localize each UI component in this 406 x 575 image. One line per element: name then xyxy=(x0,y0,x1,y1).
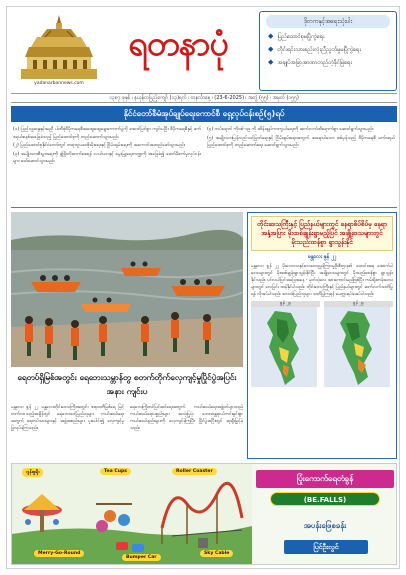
boat-story-column: မန္တလေး ဇွန် ၂၂ မန္တလေးတိုင်းဒေသကြီးအတွင်း ဧရာဝတီမြစ်ရေ မြင့်တက်လာသည့်အချိန်တွင် ရေဘေးသင့်ပြည်သူများ ကယ်ဆယ်ရေးအတွက် ရေတပ်သားများနှင့် အဖွဲ့အစည်းများ ပူးပေါင်း၍ လှေကျင့်မှု ပြုလုပ်ခဲ့ကြသည်။ xyxy=(11,405,124,431)
ad-label-tag: ဂျန်းစ္စရိုး xyxy=(22,468,43,477)
ad-label-tea-cups: Tea Cups xyxy=(100,468,131,475)
weather-byline: မန္တလေး ဇွန် ၂၂ xyxy=(307,254,337,260)
weather-story xyxy=(247,212,397,459)
forecast-map xyxy=(324,301,393,391)
lead-paragraph: (၄) ကပ်ရောဂါ ကိုဗစ်-၁၉ ကို ထိန်းချုပ်ကာကွယ်ရေးကို ဆက်လက်ထိရောက်စွာ ဆောင်ရွက်သွားမည်။ xyxy=(207,127,374,132)
rain-map-image xyxy=(324,307,390,387)
slogan-item xyxy=(268,32,390,41)
pagoda-logo-icon xyxy=(21,13,97,79)
lead-paragraph: (၃) အမျိုးသားစီးပွားရေးကို ဖွံ့ဖြိုးတိုးတက်စေရန် လယ်ယာနှင့် မွေးမြူရေးကဏ္ဍကို အခြေခံ၍ ခေတ်မီစက်မှုလုပ်ငန်းများ ဖော်ဆောင်သွားမည်။ xyxy=(13,151,201,165)
boat-story-column: ရေဘေးကြိုတင်ပြင်ဆင်ရေးအတွက် ကယ်ဆယ်ရေးအဖွဲ့ဝင်များသည် ကယ်ဆယ်ရေးပစ္စည်းများ အသုံးပြုပုံ၊ ဘေးအန္တရာယ်ကင်းရှင်းစွာ ကယ်ဆယ်နည်းများကို လေ့ကျင့်ခဲ့ကြပြီး ပြိုင်ပွဲအပြီးတွင် ဆုချီးမြှင့်ခဲ့သည်။ xyxy=(130,405,243,431)
rain-map-image xyxy=(251,307,317,387)
diamond-bullet-icon: ◆ xyxy=(268,58,274,66)
slogan-item-text: ပြည်ထောင်စုမပြိုကွဲရေး xyxy=(277,34,325,40)
boat-story-headline: ရေတပ်ရှိမြစ်အတွင်း ရေဘေးသမ္ဘာန်တွ စတက်တိုက်လှေကျင့်မှုပြိုင်ပွဲအပြင်းအနား ကျင်းပ xyxy=(17,372,237,396)
lead-paragraph: (၁) ပြည်သူ့ဆန္ဒနှင့်အညီ ပါတီစုံဒီမိုကရေစီအထွေထွေရွေးကောက်ပွဲကို အောင်မြင်စွာ ကျင်းပပြီး ဒီမိုကရေစီနှင့် ဖက်ဒရယ်စနစ်အခြေခံသည့် ပြည်ထောင်စုကို တည်ဆောက်သွားမည်။ xyxy=(13,127,201,140)
ad-location: ပြင်ဦးလွင် xyxy=(284,540,368,554)
ad-label-roller-coaster: Roller Coaster xyxy=(172,468,217,475)
slogan-box xyxy=(259,11,397,91)
forecast-map-label: ဇွန် ၂၄ xyxy=(324,301,393,307)
ad-tagline: အပန်းဖြေစခန်း xyxy=(303,521,347,530)
masthead xyxy=(11,11,397,91)
weather-body: မန္တလေး ဇွန် ၂၂ မိုးလေဝသနှင့်ဇလဗေဒညွှန်ကြားမှုဦးစီးဌာန၏ သတင်းအရ အောက်ပါ ဒေသများတွင် မိုးထစ်ချုန်းရွာသွန်းနိုင်ပြီး အချို့ဒေသများတွင် မိုးသည်းထန်စွာ ရွာသွန်းနိုင်သည်။ ပင်လယ်ပြင်အခြေအနေ - မုတ်သုံလေ အားကောင်းမည်ဖြစ်ပြီး ကမ်းရိုးတန်းဒေသများတွင် လေပြင်း ထန်နိုင်ပါသည်။ တိုင်းဒေသကြီးနှင့် ပြည်နယ်များတွင် ဆက်လက်သတိပြုရန် လိုအပ်ပါသည်။ ဒေသခံပြည်သူများ သတိပြုကြရန် မေတ္တာရပ်ခံအပ်ပါသည်။ xyxy=(251,264,393,297)
weather-headline: တိုင်းဒေသကြီးနှင့် ပြည်နယ်များတွင် နေရာစိပ်စိပ်မှ နေရာအနှံ့အပြား မိုးထစ်ချုန်းရွာမည့်ပြင် အချို့ဒေသများတွင် မိုးသည်းထန်စွာ ရွာသွန်းနိုင် xyxy=(251,216,393,251)
slogan-heading: ဒိုတကနှင့်အရေးသုံးပါး xyxy=(266,15,390,28)
amusement-park-ad xyxy=(11,463,397,565)
ad-label-bumper-car: Bumper Car xyxy=(122,554,161,561)
ad-label-sky-cable: Sky Cable xyxy=(200,550,233,557)
forecast-maps xyxy=(251,301,393,391)
ad-label-merry-go-round: Merry-Go-Round xyxy=(34,550,84,557)
diamond-bullet-icon: ◆ xyxy=(268,32,274,40)
rescue-boats-photo xyxy=(11,212,243,367)
lead-article xyxy=(11,124,397,208)
slogan-item xyxy=(268,45,390,54)
newspaper-page xyxy=(6,6,400,569)
lead-article-right-column xyxy=(207,126,395,151)
forecast-map-label: ဇွန် ၂၃ xyxy=(251,301,320,307)
lead-article-left-column xyxy=(13,126,201,167)
newspaper-title: ရတနာပုံ xyxy=(128,24,228,64)
lead-headline: နိုင်ငံတော်စီမံအုပ်ချုပ်ရေးကောင်စီ ရှေ့လုပ်ငန်းစဉ်(၅)ရပ် xyxy=(11,106,397,122)
dateline: ၁၃၈၇ ခုနှစ် ၊ နယုန်လပြည့်ကျော် (၁၃)ရက် ၊ တနင်္လာနေ့ ၊ (23-6-2025) ၊ အတွဲ (၅၅) ၊ အမှတ် (၁၅၅) xyxy=(11,93,397,103)
diamond-bullet-icon: ◆ xyxy=(268,45,274,53)
slogan-item-text: အချုပ်အခြာအာဏာတည်တံ့ခိုင်မြဲရေး xyxy=(277,60,352,66)
ad-subtitle: (BE.FALLS) xyxy=(270,492,380,506)
lead-paragraph: (၂) ပြည်ထောင်စုနိုင်ငံတော်တွင် တရားဥပဒေစိုးမိုးရေးနှင့် ငြိမ်းချမ်းရေးကို အကောင်အထည်ဖော်သွားမည်။ xyxy=(13,143,186,149)
lead-paragraph: (၅) အမျိုးသားပြန်လည်သင့်မြတ်ရေးနှင့် ငြိမ်းချမ်းရေးအတွက် အရေးပါသော စစ်မှန်သည့် ဒီမိုကရေစီ ဖက်ဒရယ်ပြည်ထောင်စုကို တည်ဆောက်ရေး ဆောင်ရွက်သွားမည်။ xyxy=(207,135,395,149)
boat-story-body xyxy=(11,404,243,460)
forecast-map xyxy=(251,301,320,391)
site-url: yadanarbonnews.com xyxy=(34,81,84,86)
slogan-item xyxy=(268,58,390,67)
ad-title: ပြုံးကောက်ရေတံခွန် xyxy=(256,470,394,488)
slogan-item-text: တိုင်းရင်းသားစည်းလုံးညီညွတ်မှုမပြိုကွဲရေး xyxy=(277,47,361,53)
